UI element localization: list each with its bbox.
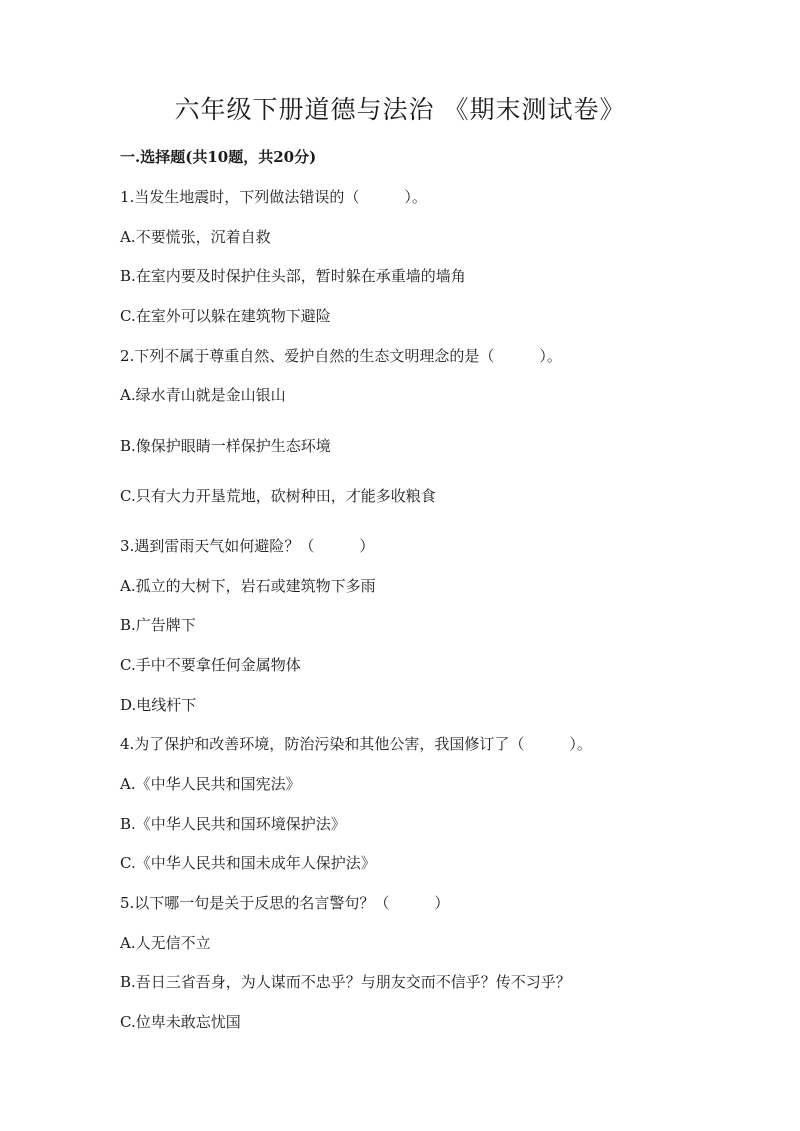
question-5-option-c: C.位卑未敢忘忧国 xyxy=(120,1013,241,1031)
question-2-option-a: A.绿水青山就是金山银山 xyxy=(120,386,286,404)
question-4-option-b: B.《中华人民共和国环境保护法》 xyxy=(120,815,346,833)
question-2-option-b: B.像保护眼睛一样保护生态环境 xyxy=(120,437,331,455)
question-3-option-b: B.广告牌下 xyxy=(120,616,196,634)
question-3-stem: 3.遇到雷雨天气如何避险？（ ） xyxy=(120,537,375,555)
question-4-option-a: A.《中华人民共和国宪法》 xyxy=(120,775,301,793)
question-1-option-c: C.在室外可以躲在建筑物下避险 xyxy=(120,307,331,325)
question-2-stem: 2.下列不属于尊重自然、爱护自然的生态文明理念的是（ ）。 xyxy=(120,347,562,365)
question-3-option-c: C.手中不要拿任何金属物体 xyxy=(120,656,301,674)
question-4-stem: 4.为了保护和改善环境，防治污染和其他公害，我国修订了（ ）。 xyxy=(120,735,592,753)
question-5-option-b: B.吾日三省吾身，为人谋而不忠乎？与朋友交而不信乎？传不习乎？ xyxy=(120,973,571,991)
exam-title: 六年级下册道德与法治 《期末测试卷》 xyxy=(174,95,626,124)
question-3-option-d: D.电线杆下 xyxy=(120,696,197,714)
question-4-option-c: C.《中华人民共和国未成年人保护法》 xyxy=(120,854,376,872)
question-1-option-a: A.不要慌张，沉着自救 xyxy=(120,228,271,246)
question-1-stem: 1.当发生地震时，下列做法错误的（ ）。 xyxy=(120,188,427,206)
question-3-option-a: A.孤立的大树下，岩石或建筑物下多雨 xyxy=(120,577,376,595)
question-2-option-c: C.只有大力开垦荒地，砍树种田，才能多收粮食 xyxy=(120,487,436,505)
question-5-option-a: A.人无信不立 xyxy=(120,934,211,952)
question-5-stem: 5.以下哪一句是关于反思的名言警句？（ ） xyxy=(120,894,450,912)
section-heading: 一.选择题(共10题，共20分) xyxy=(120,148,317,166)
question-1-option-b: B.在室内要及时保护住头部，暂时躲在承重墙的墙角 xyxy=(120,267,466,285)
